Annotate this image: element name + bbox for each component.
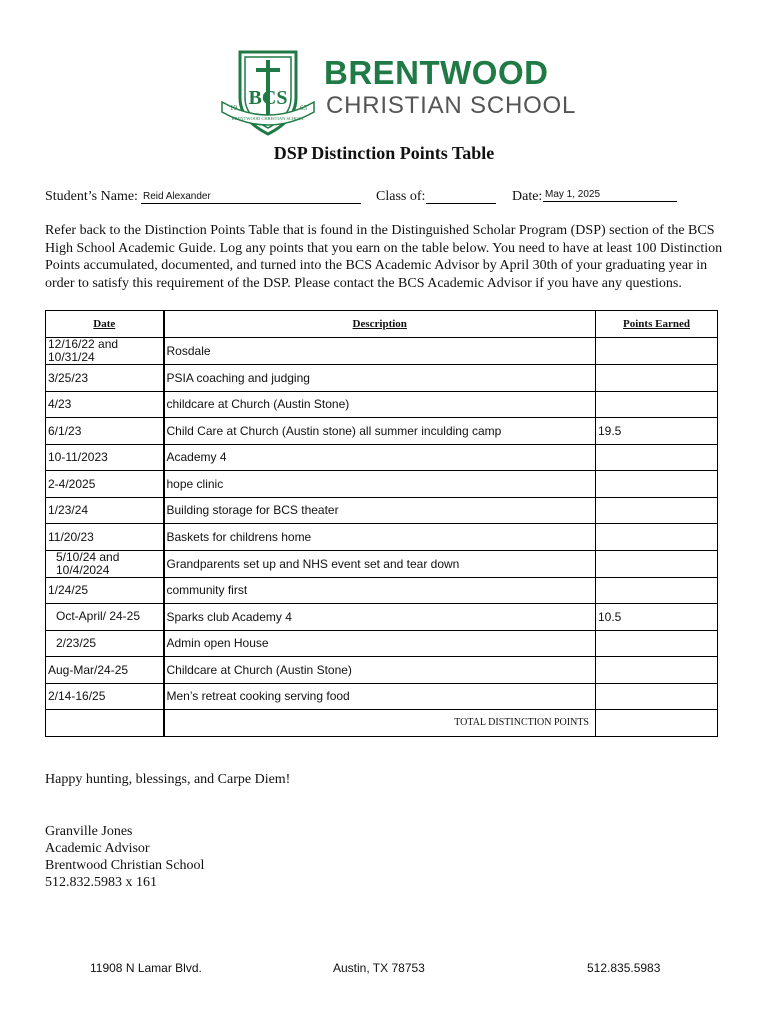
points-cell[interactable] — [596, 577, 718, 604]
table-header-row — [46, 311, 718, 338]
date-cell[interactable]: 2/23/25 — [46, 630, 164, 657]
closing-line: Happy hunting, blessings, and Carpe Diem! — [45, 772, 291, 787]
date-cell[interactable]: 6/1/23 — [46, 418, 164, 445]
date-cell[interactable]: 12/16/22 and 10/31/24 — [46, 338, 164, 365]
date-cell[interactable]: 2-4/2025 — [46, 471, 164, 498]
table-row — [46, 365, 718, 392]
description-cell[interactable]: PSIA coaching and judging — [164, 365, 596, 392]
description-cell[interactable]: childcare at Church (Austin Stone) — [164, 391, 596, 418]
points-cell[interactable] — [596, 630, 718, 657]
description-cell[interactable]: Men’s retreat cooking serving food — [164, 683, 596, 710]
student-name-label: Student’s Name: — [45, 189, 138, 204]
column-header-points: Points Earned — [596, 311, 718, 338]
footer-phone: 512.835.5983 — [587, 961, 661, 975]
points-cell[interactable] — [596, 497, 718, 524]
date-cell[interactable]: 1/24/25 — [46, 577, 164, 604]
date-cell[interactable]: 4/23 — [46, 391, 164, 418]
signature-block — [45, 823, 204, 891]
date-cell[interactable]: Aug-Mar/24-25 — [46, 657, 164, 684]
table-row — [46, 444, 718, 471]
description-cell[interactable]: Academy 4 — [164, 444, 596, 471]
footer-address: 11908 N Lamar Blvd. — [90, 961, 202, 975]
date-label: Date: — [512, 189, 543, 204]
svg-text:BCS: BCS — [248, 87, 288, 109]
school-name-line1: BRENTWOOD — [324, 54, 549, 91]
school-logo — [220, 48, 577, 138]
instructions-paragraph: Refer back to the Distinction Points Table that is found in the Distinguished Scholar Program (DSP) section of the BCS High School Academic Guide. Log any points that you earn on the table below. You need to have at least 100 Distinction Points accumulated, documented, and turned into the BCS Academic Advisor by April 30th of your graduating year in order to satisfy this requirement of the DSP. Please contact the BCS Academic Advisor if you have any questions. — [45, 223, 723, 291]
table-row — [46, 497, 718, 524]
description-cell[interactable]: Grandparents set up and NHS event set and tear down — [164, 550, 596, 577]
table-row — [46, 550, 718, 577]
class-of-label: Class of: — [376, 189, 426, 204]
description-cell[interactable]: Sparks club Academy 4 — [164, 604, 596, 631]
table-row — [46, 604, 718, 631]
class-of-field[interactable] — [426, 190, 496, 204]
date-cell[interactable]: 3/25/23 — [46, 365, 164, 392]
table-row — [46, 577, 718, 604]
table-row — [46, 471, 718, 498]
total-label: TOTAL DISTINCTION POINTS — [164, 710, 596, 737]
date-cell[interactable]: Oct-April/ 24-25 — [46, 604, 164, 631]
school-crest-icon — [220, 48, 316, 136]
svg-text:19: 19 — [230, 104, 237, 112]
points-cell[interactable] — [596, 444, 718, 471]
student-name-field[interactable]: Reid Alexander — [141, 190, 361, 204]
description-cell[interactable]: Child Care at Church (Austin stone) all summer inculding camp — [164, 418, 596, 445]
column-header-date: Date — [46, 311, 164, 338]
date-cell[interactable]: 5/10/24 and 10/4/2024 — [46, 550, 164, 577]
advisor-role: Academic Advisor — [45, 841, 150, 856]
table-row — [46, 657, 718, 684]
description-cell[interactable]: Rosdale — [164, 338, 596, 365]
svg-text:BRENTWOOD CHRISTIAN SCHOOL: BRENTWOOD CHRISTIAN SCHOOL — [231, 116, 305, 121]
points-cell[interactable] — [596, 338, 718, 365]
date-cell[interactable]: 2/14-16/25 — [46, 683, 164, 710]
description-cell[interactable]: community first — [164, 577, 596, 604]
points-cell[interactable] — [596, 471, 718, 498]
description-cell[interactable]: hope clinic — [164, 471, 596, 498]
total-date-cell — [46, 710, 164, 737]
advisor-name: Granville Jones — [45, 824, 133, 839]
page-title: DSP Distinction Points Table — [273, 143, 495, 163]
advisor-organization: Brentwood Christian School — [45, 858, 205, 873]
footer-city: Austin, TX 78753 — [333, 961, 425, 975]
points-cell[interactable] — [596, 657, 718, 684]
date-cell[interactable]: 1/23/24 — [46, 497, 164, 524]
points-cell[interactable] — [596, 365, 718, 392]
description-cell[interactable]: Building storage for BCS theater — [164, 497, 596, 524]
distinction-points-table — [45, 310, 718, 737]
total-row — [46, 710, 718, 737]
date-cell[interactable]: 11/20/23 — [46, 524, 164, 551]
advisor-phone: 512.832.5983 x 161 — [45, 875, 157, 890]
description-cell[interactable]: Admin open House — [164, 630, 596, 657]
points-cell[interactable] — [596, 391, 718, 418]
points-cell[interactable]: 10.5 — [596, 604, 718, 631]
table-row — [46, 391, 718, 418]
column-header-description: Description — [164, 311, 596, 338]
table-row — [46, 630, 718, 657]
date-field[interactable]: May 1, 2025 — [543, 188, 677, 202]
points-cell[interactable]: 19.5 — [596, 418, 718, 445]
total-points-cell[interactable] — [596, 710, 718, 737]
table-row — [46, 683, 718, 710]
description-cell[interactable]: Childcare at Church (Austin Stone) — [164, 657, 596, 684]
svg-text:63: 63 — [300, 104, 307, 112]
date-cell[interactable]: 10-11/2023 — [46, 444, 164, 471]
table-row — [46, 524, 718, 551]
table-row — [46, 338, 718, 365]
description-cell[interactable]: Baskets for childrens home — [164, 524, 596, 551]
points-cell[interactable] — [596, 683, 718, 710]
points-cell[interactable] — [596, 550, 718, 577]
school-name-line2: CHRISTIAN SCHOOL — [326, 92, 577, 119]
points-cell[interactable] — [596, 524, 718, 551]
table-row — [46, 418, 718, 445]
